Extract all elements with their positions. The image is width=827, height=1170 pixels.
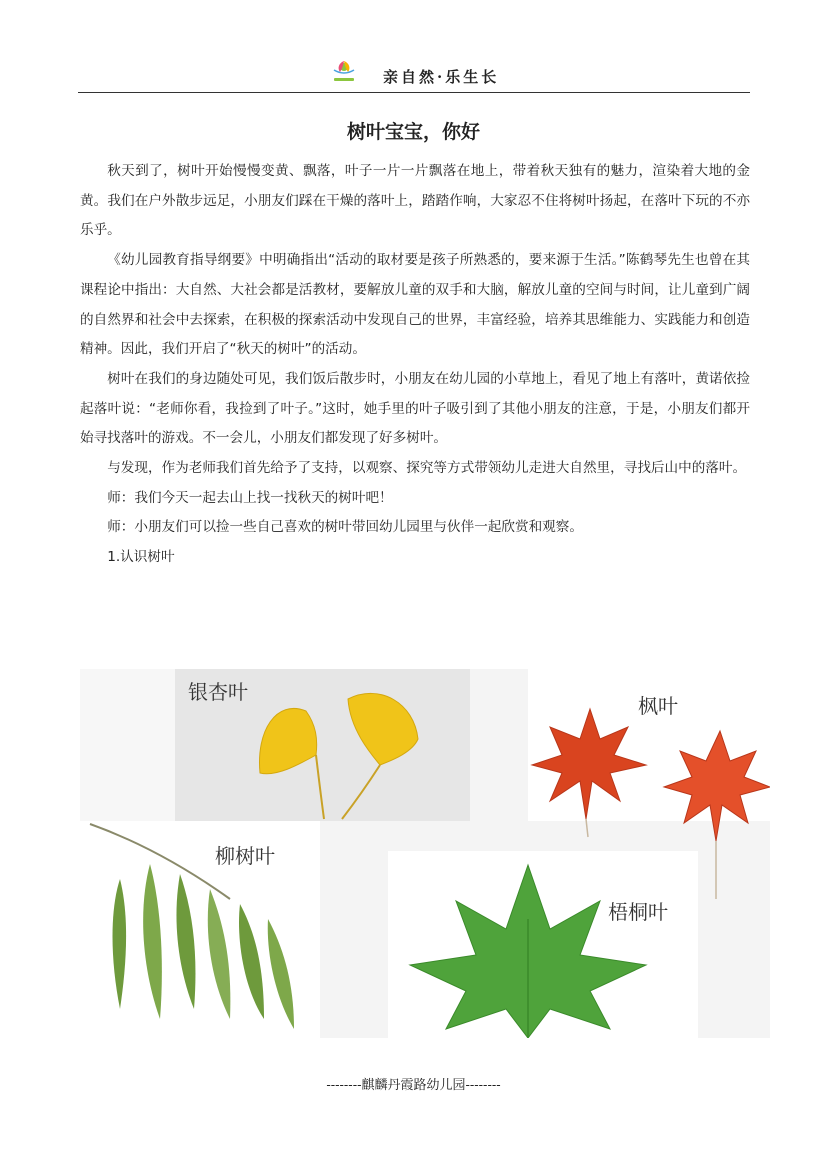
ginkgo-label: 银杏叶 <box>188 680 248 704</box>
ginkgo-panel <box>80 669 470 821</box>
paragraph: 师：我们今天一起去山上找一找秋天的树叶吧！ <box>107 489 393 506</box>
leaf-collage-image <box>80 669 770 1038</box>
page-footer: --------麒麟丹霞路幼儿园-------- <box>326 1078 501 1093</box>
paragraph: 秋天到了，树叶开始慢慢变黄、飘落，叶子一片一片飘落在地上，带着秋天独有的魅力，渲染着大地的金黄。我们在户外散步远足，小朋友们踩在干燥的落叶上，踏踏作响，大家忍不住将树叶扬起，在落叶下玩的不亦乐乎。 <box>80 163 750 239</box>
paragraph: 与发现，作为老师我们首先给予了支持，以观察、探究等方式带领幼儿走进大自然里，寻找后山中的落叶。 <box>107 460 747 477</box>
paragraph: 《幼儿园教育指导纲要》中明确指出“活动的取材要是孩子所熟悉的，要来源于生活。”陈鹤琴先生也曾在其课程论中指出：大自然、大社会都是活教材，要解放儿童的双手和大脑，解放儿童的空间与时间，让儿童到广阔的自然界和社会中去探索，在积极的探索活动中发现自己的世界，丰富经验，培养其思维能力、实践能力和创造精神。因此，我们开启了“秋天的树叶”的活动。 <box>80 252 750 358</box>
sycamore-panel <box>388 851 698 1038</box>
page-header <box>78 58 750 93</box>
section-heading: 1.认识树叶 <box>107 549 175 566</box>
paragraph: 树叶在我们的身边随处可见，我们饭后散步时，小朋友在幼儿园的小草地上，看见了地上有落叶，黄诺依捡起落叶说：“老师你看，我捡到了叶子。”这时，她手里的叶子吸引到了其他小朋友的注意，于是，小朋友们都开始寻找落叶的游戏。不一会儿，小朋友们都发现了好多树叶。 <box>80 370 750 447</box>
willow-label: 柳树叶 <box>215 844 275 868</box>
paragraph: 师：小朋友们可以捡一些自己喜欢的树叶带回幼儿园里与伙伴一起欣赏和观察。 <box>107 519 583 536</box>
willow-panel <box>80 821 320 1038</box>
article-body <box>80 157 750 573</box>
maple-label: 枫叶 <box>638 694 678 718</box>
kindergarten-logo-icon <box>328 58 360 84</box>
leaf-collage-svg <box>80 669 770 1038</box>
article-title: 树叶宝宝，你好 <box>346 121 480 143</box>
header-title: 亲自然·乐生长 <box>383 68 500 86</box>
sycamore-label: 梧桐叶 <box>608 900 668 924</box>
